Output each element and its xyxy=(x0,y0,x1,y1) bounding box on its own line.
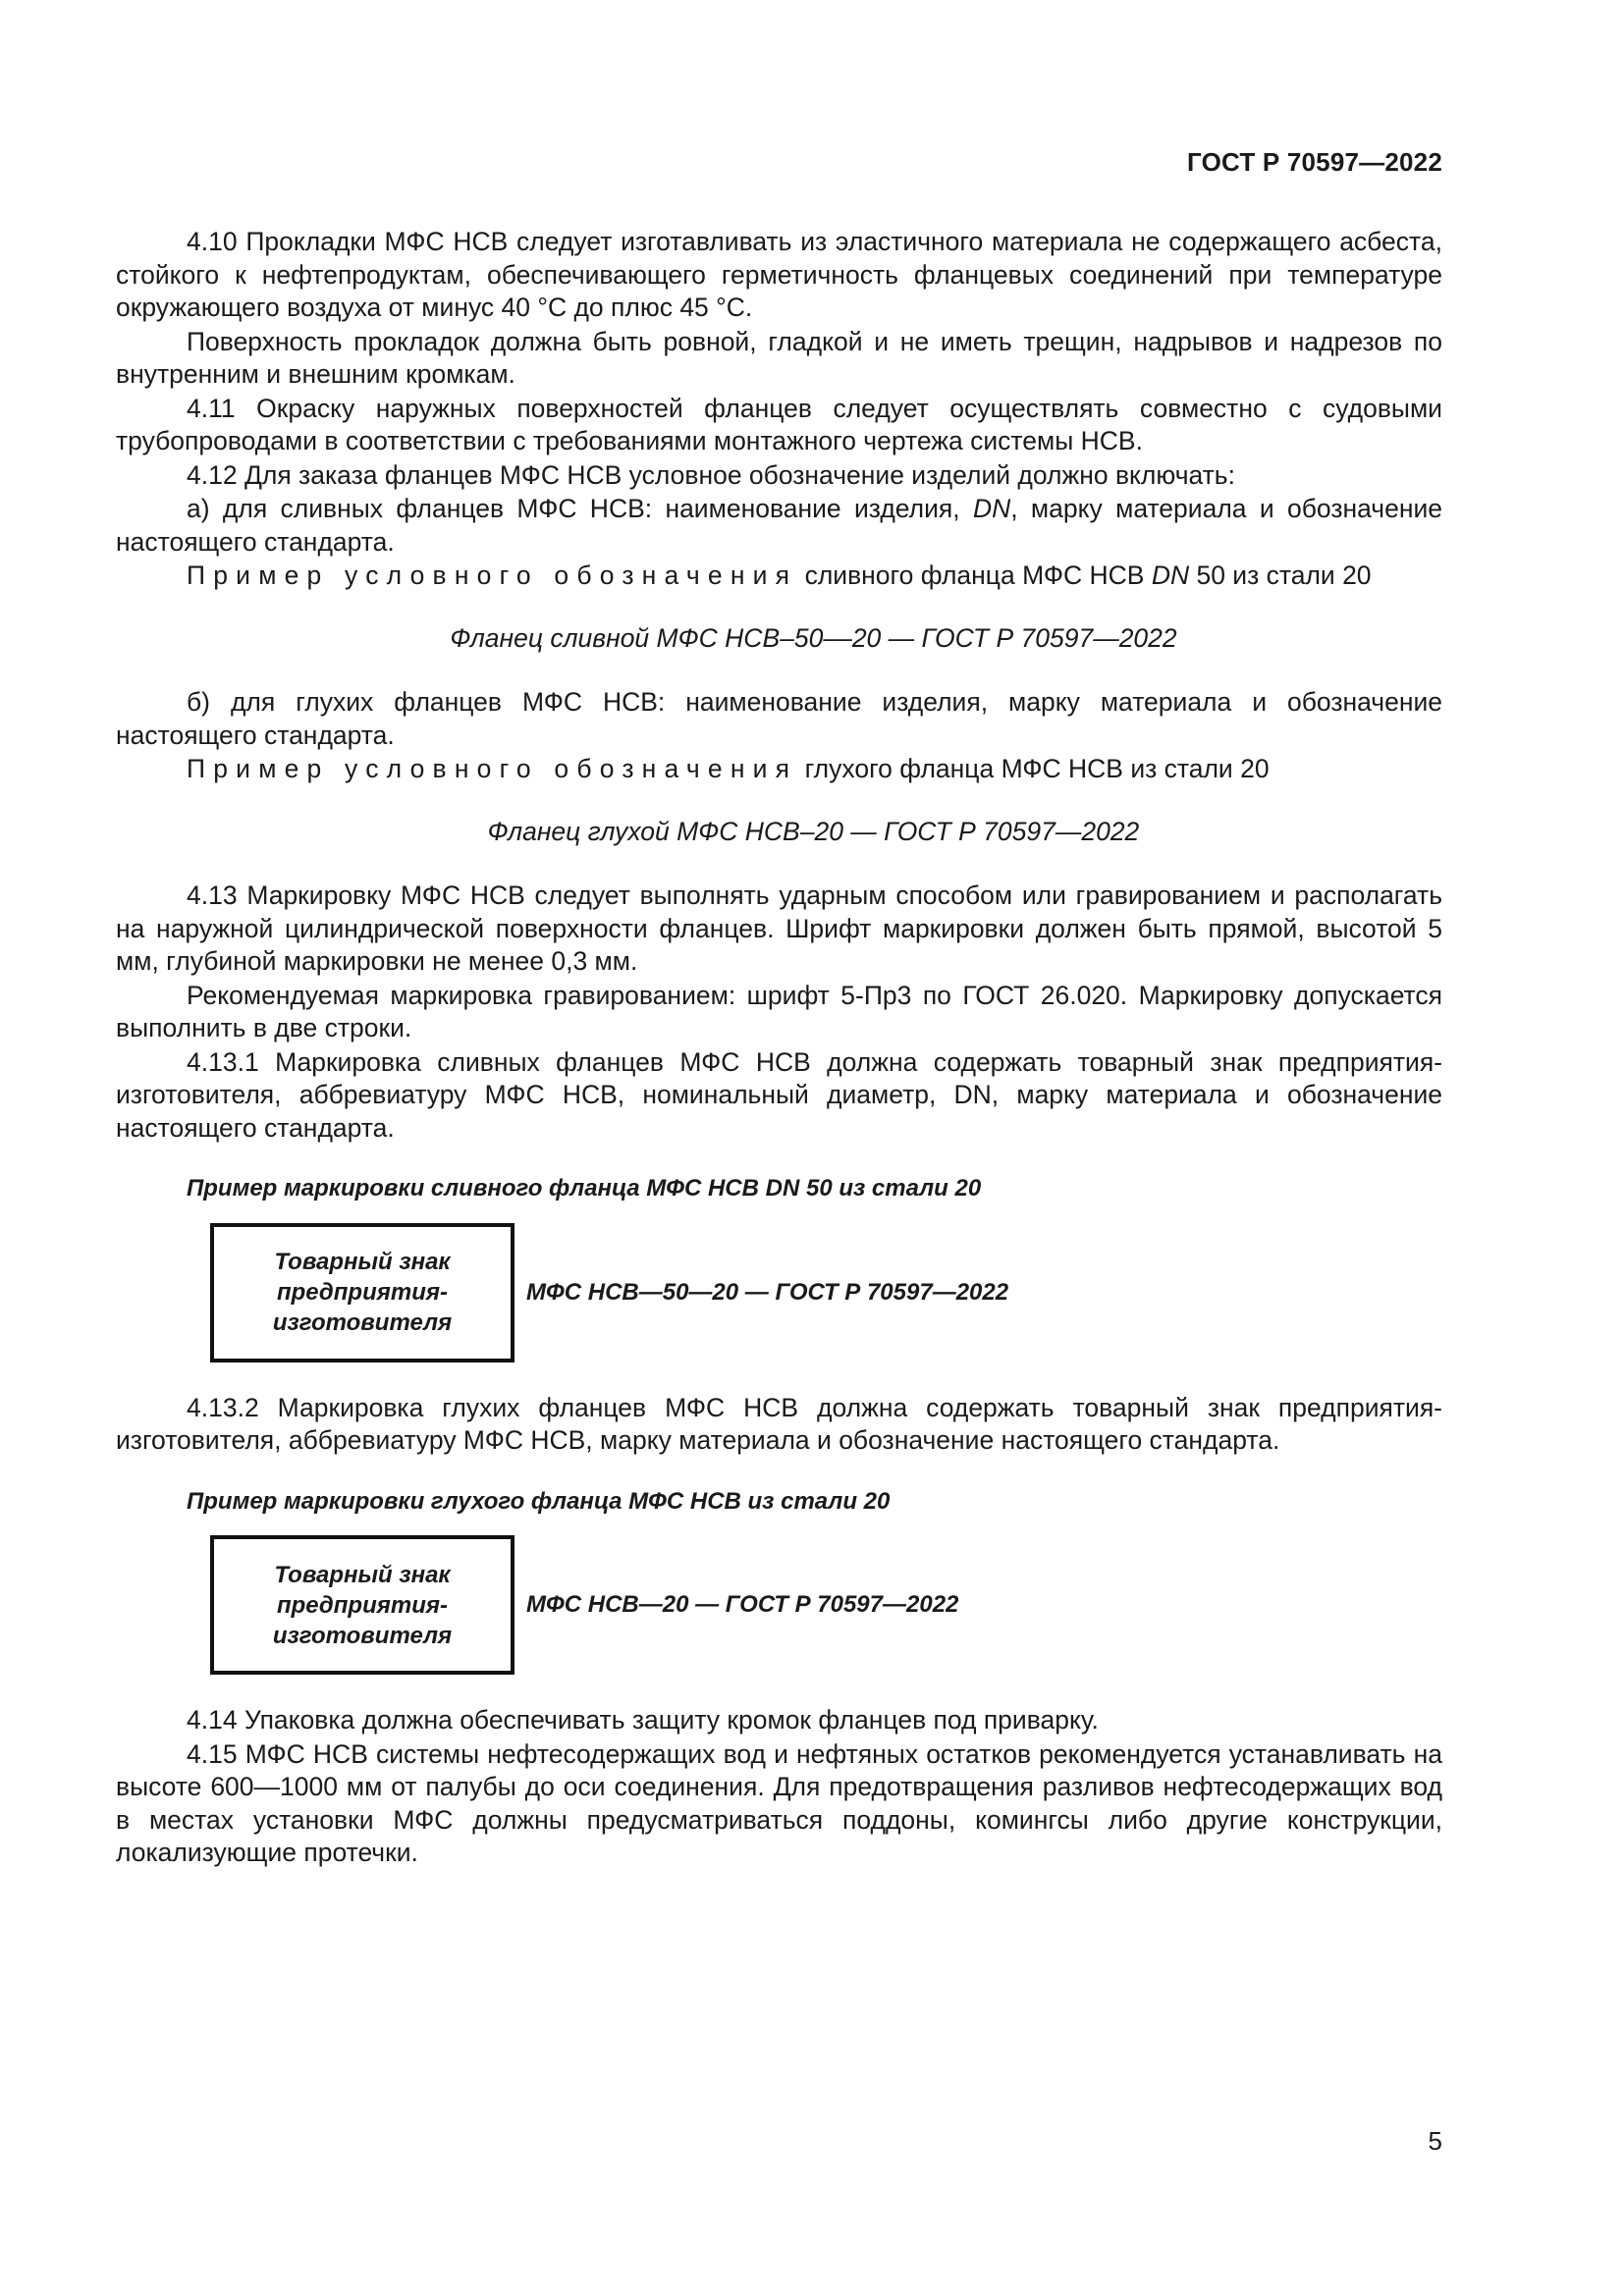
p4-12-a-start: а) для сливных фланцев МФС НСВ: наименование изделия, xyxy=(187,494,973,523)
standard-code-header: ГОСТ Р 70597—2022 xyxy=(1187,147,1442,177)
trademark-box xyxy=(210,1535,514,1675)
trademark-line: изготовителя xyxy=(272,1622,453,1649)
marking-example-blind xyxy=(210,1535,1442,1675)
marking-caption-blind: Пример маркировки глухого фланца МФС НСВ из стали 20 xyxy=(187,1487,891,1515)
page-number: 5 xyxy=(1428,2126,1442,2156)
paragraph-4-12: 4.12 Для заказа фланцев МФС НСВ условное обозначение изделий должно включать: xyxy=(187,459,1235,490)
marking-example-drain xyxy=(210,1223,1442,1362)
paragraph-4-11: 4.11 Окраску наружных поверхностей фланцев следует осуществлять совместно с судовыми трубопроводами в соответствии с требованиями монтажного чертежа системы НСВ. xyxy=(116,393,1442,455)
paragraph-4-10: 4.10 Прокладки МФС НСВ следует изготавливать из эластичного материала не содержащего асбеста, стойкого к нефтепродуктам, обеспечивающего герметичность фланцевых соединений при температуре окружающего воздуха от минус 40 °С до плюс 45 °С. xyxy=(116,227,1442,322)
paragraph-4-13: 4.13 Маркировку МФС НСВ следует выполнять ударным способом или гравированием и располагать на наружной цилиндрической поверхности фланцев. Шрифт маркировки должен быть прямой, высотой 5 мм, глубиной маркировки не менее 0,3 мм. xyxy=(116,881,1442,976)
paragraph-4-13-1: 4.13.1 Маркировка сливных фланцев МФС НСВ должна содержать товарный знак предприятия-изготовителя, аббревиатуру МФС НСВ, номинальный диаметр, DN, марку материала и обозначение настоящего стандарта. xyxy=(116,1046,1442,1143)
paragraph-4-13-font: Рекомендуемая маркировка гравированием: шрифт 5-Пр3 по ГОСТ 26.020. Маркировку допускается выполнить в две строки. xyxy=(116,980,1442,1042)
paragraph-4-12-b: б) для глухих фланцев МФС НСВ: наименование изделия, марку материала и обозначение настоящего стандарта. xyxy=(116,687,1442,750)
dn-term: DN xyxy=(1151,561,1190,590)
paragraph-4-13-2: 4.13.2 Маркировка глухих фланцев МФС НСВ должна содержать товарный знак предприятия-изготовителя, аббревиатуру МФС НСВ, марку материала и обозначение настоящего стандарта. xyxy=(116,1392,1442,1455)
example-a-end: 50 из стали 20 xyxy=(1189,561,1372,590)
example-a-start: сливного фланца МФС НСВ xyxy=(797,561,1152,590)
marking-text: МФС НСВ—20 — ГОСТ Р 70597—2022 xyxy=(526,1591,959,1619)
paragraph-4-15: 4.15 МФС НСВ системы нефтесодержащих вод и нефтяных остатков рекомендуется устанавливать на высоте 600—1000 мм от палубы до оси соединения. Для предотвращения разливов нефтесодержащих вод в местах установки МФС должны предусматриваться поддоны, комингсы либо другие конструкции, локализующие протечки. xyxy=(116,1738,1442,1867)
trademark-line: предприятия- xyxy=(276,1279,449,1306)
trademark-line: изготовителя xyxy=(272,1309,453,1336)
marking-caption-drain: Пример маркировки сливного фланца МФС НСВ DN 50 из стали 20 xyxy=(187,1175,982,1201)
spacer xyxy=(116,1362,1442,1392)
dn-term: DN xyxy=(972,494,1011,523)
example-line-a xyxy=(116,560,1442,593)
designation-example-a: Фланец сливной МФС НСВ–50––20 — ГОСТ Р 70597—2022 xyxy=(450,622,1177,653)
page-content xyxy=(116,226,1442,1871)
paragraph-4-14: 4.14 Упаковка должна обеспечивать защиту кромок фланцев под приварку. xyxy=(187,1705,1099,1735)
trademark-line: Товарный знак xyxy=(274,1249,451,1275)
example-b-text: глухого фланца МФС НСВ из стали 20 xyxy=(797,754,1270,783)
p4-12-a-end: , марку материала и обозначение настоящего стандарта. xyxy=(116,494,1442,557)
paragraph-4-12-a xyxy=(116,493,1442,559)
trademark-line: Товарный знак xyxy=(274,1561,451,1588)
trademark-box xyxy=(210,1223,514,1362)
designation-example-b: Фланец глухой МФС НСВ–20 — ГОСТ Р 70597—2022 xyxy=(487,816,1140,846)
example-line-b xyxy=(116,753,1442,786)
example-label: Пример условного обозначения xyxy=(187,561,798,590)
trademark-line: предприятия- xyxy=(276,1591,449,1619)
example-label: Пример условного обозначения xyxy=(187,754,798,783)
marking-text: МФС НСВ—50—20 — ГОСТ Р 70597—2022 xyxy=(526,1278,1009,1306)
paragraph-4-10-surface: Поверхность прокладок должна быть ровной, гладкой и не иметь трещин, надрывов и надрезов по внутренним и внешним кромкам. xyxy=(116,326,1442,389)
spacer xyxy=(116,1675,1442,1704)
